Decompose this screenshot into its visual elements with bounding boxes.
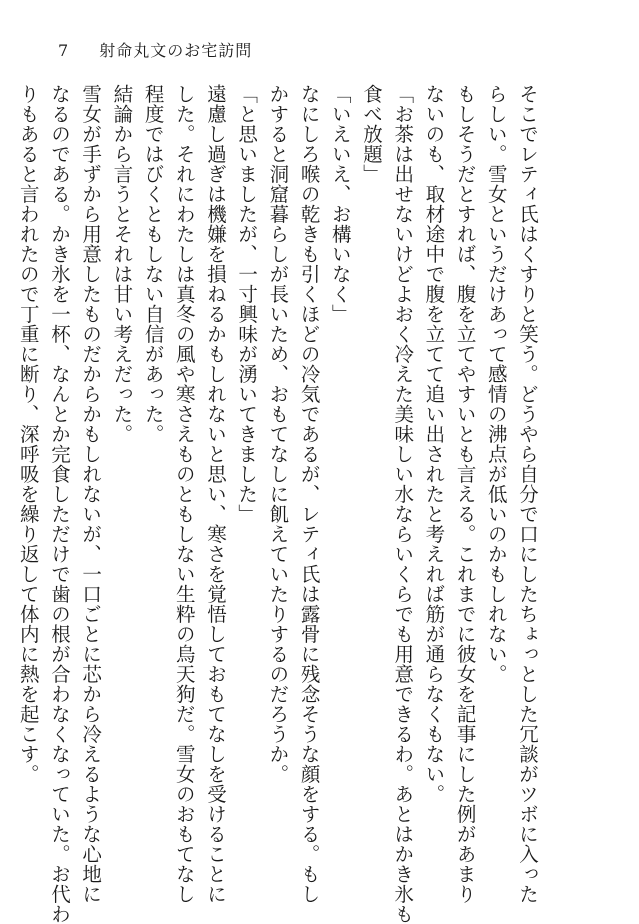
text-line: 「お茶は出せないけどよおく冷えた美味しい水ならいくらでも用意できるわ。あとはかき氷も: [391, 84, 415, 924]
text-line: 雪女が手ずから用意したものだからかもしれないが、一口ごとに芯から冷えるような心地に: [79, 84, 103, 904]
text-line: 遠慮し過ぎは機嫌を損ねるかもしれないと思い、寒さを覚悟しておもてなしを受けることに: [203, 84, 227, 904]
vertical-body-text: [16, 84, 543, 924]
text-line: なにしろ喉の乾きも引くほどの冷気であるが、レティ氏は露骨に残念そうな顔をする。もし: [297, 84, 321, 904]
text-line: そこでレティ氏はくすりと笑う。どうやら自分で口にしたちょっとした冗談がツボに入った: [516, 84, 539, 904]
text-line: した。それにわたしは真冬の風や寒さえものともしない生粋の烏天狗だ。雪女のおもてなし: [172, 84, 196, 904]
running-title: 射命丸文のお宅訪問: [99, 41, 253, 60]
page-header: [58, 38, 252, 61]
text-line: なるのである。かき氷を一杯、なんとか完食しただけで歯の根が合わなくなっていた。お代わ: [47, 84, 71, 924]
text-line: りもあると言われたので丁重に断り、深呼吸を繰り返して体内に熱を起こす。: [16, 84, 40, 784]
text-line: もしそうだとすれば、腹を立てやすいとも言える。これまでに彼女を記事にした例があまり: [453, 84, 477, 904]
text-line: 「いえいえ、お構いなく」: [328, 84, 352, 324]
text-line: 食べ放題」: [359, 84, 383, 184]
text-line: 「と思いましたが、一寸興味が湧いてきました」: [235, 84, 259, 524]
text-line: 程度ではびくともしない自信があった。: [141, 84, 165, 444]
page-number: 7: [58, 41, 70, 60]
text-line: ないのも、取材途中で腹を立てて追い出されたと考えれば筋が通らなくもない。: [422, 84, 446, 804]
text-line: かすると洞窟暮らしが長いため、おもてなしに飢えていたりするのだろうか。: [266, 84, 290, 784]
text-line: らしい。雪女というだけあって感情の沸点が低いのかもしれない。: [484, 84, 508, 684]
text-line: 結論から言うとそれは甘い考えだった。: [110, 84, 134, 444]
